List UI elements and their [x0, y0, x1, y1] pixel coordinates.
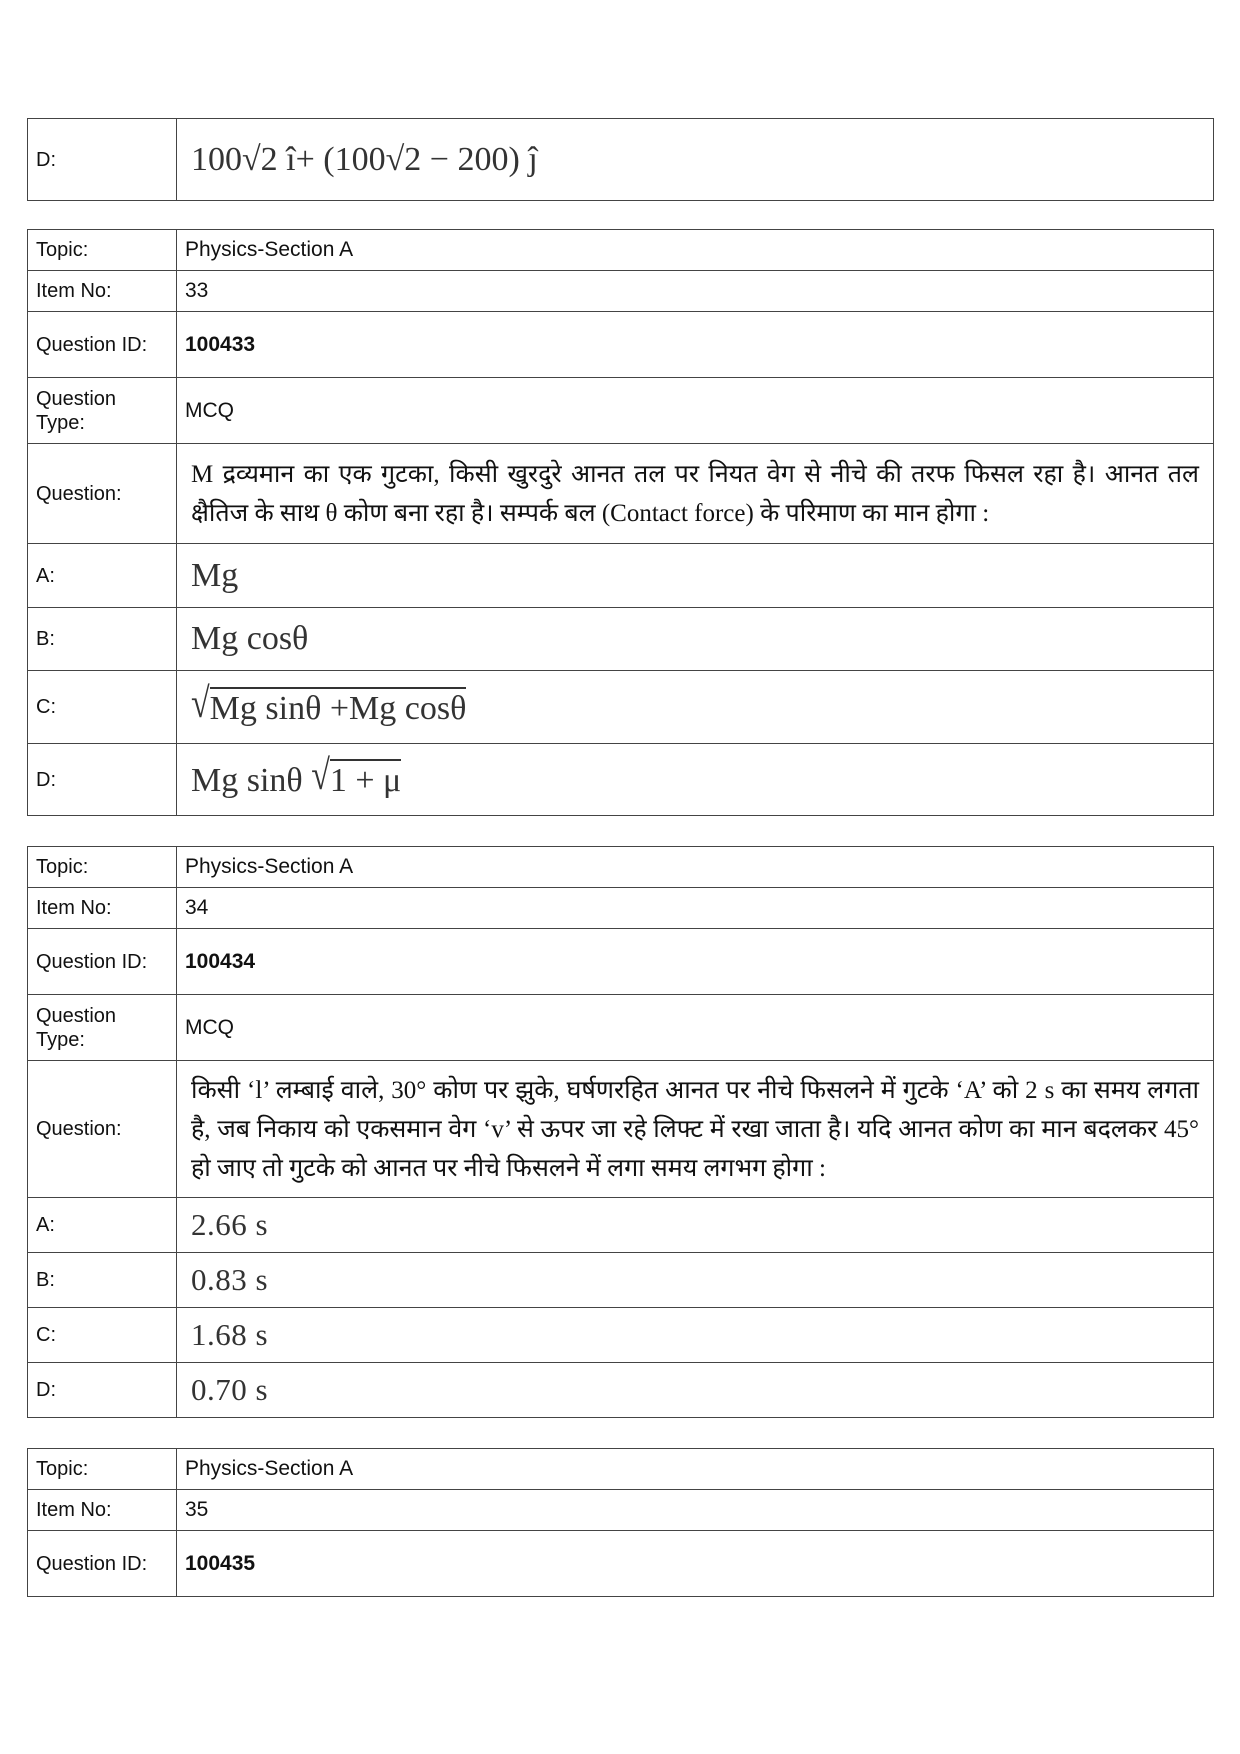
item-no-value: 33: [177, 271, 1214, 312]
vector-expression: 100√2 î+ (100√2 − 200) ĵ: [191, 140, 538, 178]
question-id-value: 100433: [177, 312, 1214, 378]
option-d-value: [177, 744, 1214, 816]
item-no-label: Item No:: [28, 271, 177, 312]
radicand: Mg sinθ +Mg cosθ: [210, 687, 467, 728]
topic-value: Physics-Section A: [177, 847, 1214, 888]
option-d-label: D:: [28, 1363, 177, 1418]
option-d-prefix: Mg sinθ: [191, 762, 303, 799]
option-d-label: D:: [28, 744, 177, 816]
question-id-label: Question ID:: [28, 1531, 177, 1597]
question-33-table: [27, 229, 1214, 816]
option-d-value: [177, 119, 1214, 201]
question-text: किसी ‘l’ लम्बाई वाले, 30° कोण पर झुके, घर्षणरहित आनत पर नीचे फिसलने में गुटके ‘A’ को 2 s का समय लगता है, जब निकाय को एकसमान वेग ‘v’ से ऊपर जा रहे लिफ्ट में रखा जाता है। यदि आनत कोण का मान बदलकर 45° हो जाए तो गुटके को आनत पर नीचे फिसलने में लगा समय लगभग होगा :: [177, 1061, 1214, 1198]
topic-value: Physics-Section A: [177, 1449, 1214, 1490]
item-no-label: Item No:: [28, 888, 177, 929]
question-text: M द्रव्यमान का एक गुटका, किसी खुरदुरे आनत तल पर नियत वेग से नीचे की तरफ फिसल रहा है। आनत तल क्षैतिज के साथ θ कोण बना रहा है। सम्पर्क बल (Contact force) के परिमाण का मान होगा :: [177, 444, 1214, 544]
question-type-value: MCQ: [177, 995, 1214, 1061]
question-type-label: Question Type:: [28, 995, 177, 1061]
item-no-value: 35: [177, 1490, 1214, 1531]
question-32-tail: [27, 118, 1214, 201]
question-35-table: [27, 1448, 1214, 1597]
topic-value: Physics-Section A: [177, 230, 1214, 271]
option-c-label: C:: [28, 671, 177, 744]
question-34-table: [27, 846, 1214, 1418]
option-a-value: Mg: [177, 544, 1214, 608]
option-c-value: 1.68 s: [177, 1308, 1214, 1363]
option-b-label: B:: [28, 1253, 177, 1308]
item-no-label: Item No:: [28, 1490, 177, 1531]
option-a-label: A:: [28, 1198, 177, 1253]
question-id-label: Question ID:: [28, 929, 177, 995]
question-type-label: Question Type:: [28, 378, 177, 444]
square-root: √1 + μ: [311, 752, 402, 799]
square-root: √Mg sinθ +Mg cosθ: [191, 680, 467, 727]
question-label: Question:: [28, 1061, 177, 1198]
option-b-value: Mg cosθ: [177, 608, 1214, 671]
radicand: 1 + μ: [330, 759, 401, 800]
question-id-label: Question ID:: [28, 312, 177, 378]
option-c-label: C:: [28, 1308, 177, 1363]
topic-label: Topic:: [28, 847, 177, 888]
item-no-value: 34: [177, 888, 1214, 929]
topic-label: Topic:: [28, 230, 177, 271]
option-b-label: B:: [28, 608, 177, 671]
option-c-value: [177, 671, 1214, 744]
question-id-value: 100435: [177, 1531, 1214, 1597]
option-d-value: 0.70 s: [177, 1363, 1214, 1418]
question-id-value: 100434: [177, 929, 1214, 995]
option-b-value: 0.83 s: [177, 1253, 1214, 1308]
topic-label: Topic:: [28, 1449, 177, 1490]
question-label: Question:: [28, 444, 177, 544]
option-a-label: A:: [28, 544, 177, 608]
option-d-label: D:: [28, 119, 177, 201]
question-type-value: MCQ: [177, 378, 1214, 444]
option-a-value: 2.66 s: [177, 1198, 1214, 1253]
